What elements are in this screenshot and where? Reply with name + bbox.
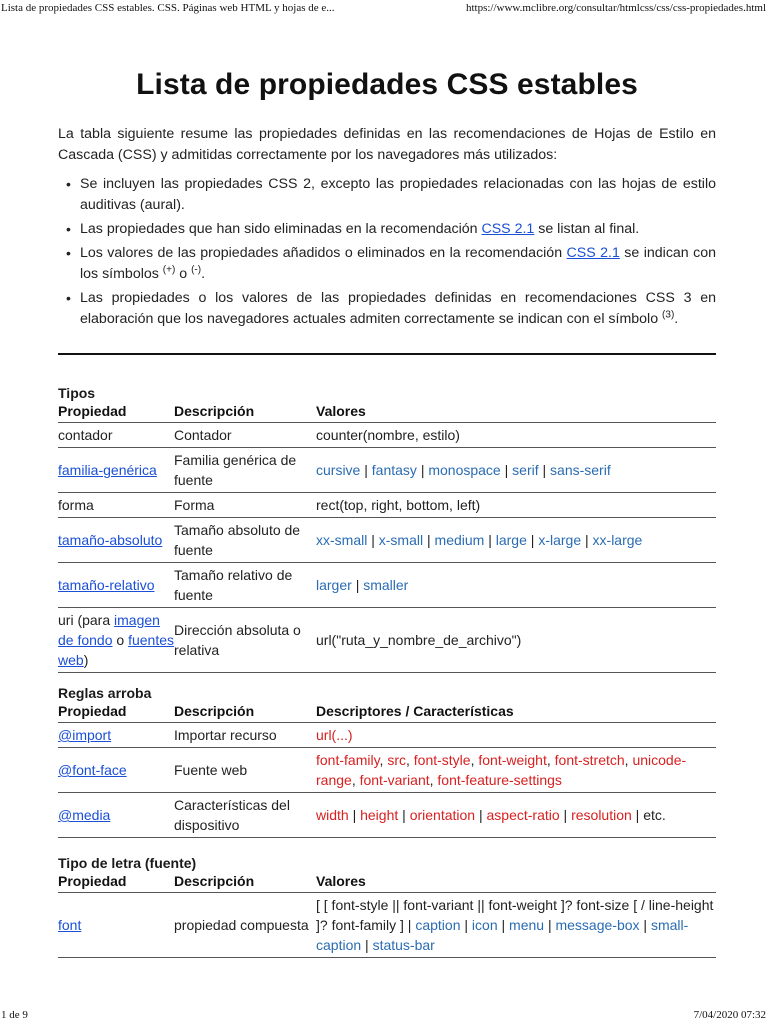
table-row xyxy=(58,423,716,448)
property-cell xyxy=(58,723,174,748)
value-item: font-weight xyxy=(478,752,547,768)
property-link[interactable]: familia-genérica xyxy=(58,462,157,478)
table-header-row xyxy=(58,701,716,723)
value-item: serif xyxy=(512,462,539,478)
print-header-url: https://www.mclibre.org/consultar/htmlcss/css/css-propiedades.html xyxy=(465,2,766,14)
value-item: font-family xyxy=(316,752,380,768)
intro-paragraph: La tabla siguiente resume las propiedades definidas en las recomendaciones de Hojas de Estilo en Cascada (CSS) y admitidas correctamente por los navegadores más utilizados: xyxy=(58,126,716,163)
description-cell: Tamaño relativo de fuente xyxy=(174,563,316,608)
print-header-title: Lista de propiedades CSS estables. CSS. Páginas web HTML y hojas de e... xyxy=(1,2,335,14)
table-caption: Tipo de letra (fuente) xyxy=(58,855,197,871)
property-link[interactable]: @media xyxy=(58,807,111,823)
note-text: Las propiedades o los valores de las propiedades definidas en recomendaciones CSS 3 en elaboración que los navegadores actuales admiten correctamente se indican con el símbolo xyxy=(80,290,716,327)
page-number: 1 de 9 xyxy=(1,1009,28,1021)
note-text: Las propiedades que han sido eliminadas en la recomendación xyxy=(80,221,482,237)
property-text: o xyxy=(112,632,129,648)
value-item: icon xyxy=(471,917,498,933)
description-cell: propiedad compuesta xyxy=(174,893,316,958)
value-item: smaller xyxy=(363,577,409,593)
column-header: Propiedad xyxy=(58,703,127,719)
table-header-row xyxy=(58,871,716,893)
note-item xyxy=(80,243,716,285)
property-cell xyxy=(58,448,174,493)
property-cell xyxy=(58,563,174,608)
horizontal-rule xyxy=(58,353,716,355)
css21-link[interactable]: CSS 2.1 xyxy=(566,245,620,261)
description-cell: Importar recurso xyxy=(174,723,316,748)
value-item: unicode-range xyxy=(316,752,687,788)
description-cell: Características del dispositivo xyxy=(174,793,316,838)
description-cell: Forma xyxy=(174,493,316,518)
tipos-table xyxy=(58,401,716,673)
value-item: font-feature-settings xyxy=(437,772,562,788)
column-header: Valores xyxy=(316,873,366,889)
value-item: font-variant xyxy=(359,772,430,788)
value-syntax: [ [ font-style || font-variant || font-weight ]? font-size [ / line-height ]? font-family ] | xyxy=(316,897,714,933)
column-header: Valores xyxy=(316,403,366,419)
table-row xyxy=(58,793,716,838)
values-cell: rect(top, right, bottom, left) xyxy=(316,493,716,518)
value-item: xx-large xyxy=(592,532,643,548)
column-header: Descripción xyxy=(174,403,255,419)
table-row xyxy=(58,893,716,958)
table-header-row xyxy=(58,401,716,423)
letra-section xyxy=(58,855,716,958)
property-link[interactable]: tamaño-absoluto xyxy=(58,532,163,548)
property-cell: contador xyxy=(58,423,174,448)
note-item xyxy=(80,174,716,216)
column-header: Propiedad xyxy=(58,873,127,889)
note-text: . xyxy=(674,311,679,327)
value-item: cursive xyxy=(316,462,361,478)
property-cell: forma xyxy=(58,493,174,518)
description-cell: Dirección absoluta o relativa xyxy=(174,608,316,673)
table-row xyxy=(58,723,716,748)
description-cell: Familia genérica de fuente xyxy=(174,448,316,493)
note-text: Los valores de las propiedades añadidos o eliminados en la recomendación xyxy=(80,245,567,261)
description-cell: Tamaño absoluto de fuente xyxy=(174,518,316,563)
value-item: font-stretch xyxy=(554,752,625,768)
values-cell: counter(nombre, estilo) xyxy=(316,423,716,448)
added-symbol: (+) xyxy=(162,264,176,276)
table-row xyxy=(58,493,716,518)
column-header: Propiedad xyxy=(58,403,127,419)
removed-symbol: (-) xyxy=(191,264,202,276)
table-row xyxy=(58,748,716,793)
notes-list xyxy=(58,174,716,333)
values-cell: url("ruta_y_nombre_de_archivo") xyxy=(316,608,716,673)
arroba-section xyxy=(58,685,716,838)
value-item: caption xyxy=(415,917,461,933)
property-cell xyxy=(58,893,174,958)
note-text: se indican con los símbolos xyxy=(80,245,716,282)
css21-link[interactable]: CSS 2.1 xyxy=(481,221,535,237)
note-text: o xyxy=(175,266,192,282)
note-text: Se incluyen las propiedades CSS 2, excepto las propiedades relacionadas con las hojas de estilo auditivas (aural). xyxy=(80,176,716,213)
page-title: Lista de propiedades CSS estables xyxy=(136,68,638,101)
property-cell xyxy=(58,608,174,673)
values-cell: cursive | fantasy | monospace | serif | sans-serif xyxy=(316,448,716,493)
table-row xyxy=(58,518,716,563)
description-cell: Contador xyxy=(174,423,316,448)
print-footer xyxy=(0,1006,768,1024)
note-text: se listan al final. xyxy=(534,221,640,237)
values-cell: larger | smaller xyxy=(316,563,716,608)
value-item: large xyxy=(495,532,527,548)
table-caption: Tipos xyxy=(58,385,96,401)
value-item: url(...) xyxy=(316,727,353,743)
value-item: status-bar xyxy=(372,937,435,953)
note-item xyxy=(80,219,716,240)
css3-symbol: (3) xyxy=(662,309,675,321)
property-cell xyxy=(58,518,174,563)
table-caption: Reglas arroba xyxy=(58,685,152,701)
value-item: resolution xyxy=(571,807,632,823)
value-item: height xyxy=(360,807,399,823)
property-text: uri (para xyxy=(58,612,115,628)
value-item: menu xyxy=(509,917,545,933)
description-cell: Fuente web xyxy=(174,748,316,793)
column-header: Descripción xyxy=(174,703,255,719)
values-cell: width | height | orientation | aspect-ratio | resolution | etc. xyxy=(316,793,716,838)
property-link[interactable]: font xyxy=(58,917,82,933)
property-cell xyxy=(58,793,174,838)
value-item: x-small xyxy=(378,532,424,548)
value-item: fantasy xyxy=(371,462,417,478)
value-item: monospace xyxy=(428,462,501,478)
value-item: sans-serif xyxy=(550,462,611,478)
column-header: Descripción xyxy=(174,873,255,889)
value-item: small-caption xyxy=(316,917,689,953)
column-header: Descriptores / Características xyxy=(316,703,514,719)
value-item: orientation xyxy=(409,807,476,823)
value-item: xx-small xyxy=(316,532,368,548)
note-text: . xyxy=(201,266,206,282)
value-item: message-box xyxy=(555,917,640,933)
table-row xyxy=(58,608,716,673)
property-link[interactable]: @font-face xyxy=(58,762,127,778)
property-link[interactable]: @import xyxy=(58,727,112,743)
background-image-link[interactable]: imagen de fondo xyxy=(58,612,160,648)
value-item: src xyxy=(387,752,406,768)
value-item: aspect-ratio xyxy=(486,807,560,823)
value-item: font-style xyxy=(413,752,471,768)
value-item: medium xyxy=(434,532,485,548)
value-item: width xyxy=(316,807,349,823)
property-text: ) xyxy=(83,652,89,668)
table-row xyxy=(58,448,716,493)
values-cell xyxy=(316,723,716,748)
value-etc: etc. xyxy=(643,807,666,823)
print-header xyxy=(0,0,768,16)
note-item xyxy=(80,288,716,330)
property-link[interactable]: tamaño-relativo xyxy=(58,577,155,593)
web-fonts-link[interactable]: fuentes web xyxy=(58,632,175,668)
values-cell: [ [ font-style || font-variant || font-weight ]? font-size [ / line-height ]? font-family ] | caption | icon | menu | message-box | small-caption | status-bar xyxy=(316,893,716,958)
values-cell: font-family, src, font-style, font-weight, font-stretch, unicode-range, font-variant, font-feature-settings xyxy=(316,748,716,793)
letra-table xyxy=(58,871,716,958)
table-row xyxy=(58,563,716,608)
print-date: 7/04/2020 07:32 xyxy=(693,1009,766,1021)
values-cell: xx-small | x-small | medium | large | x-large | xx-large xyxy=(316,518,716,563)
property-cell xyxy=(58,748,174,793)
tipos-section xyxy=(58,385,716,673)
value-item: x-large xyxy=(538,532,582,548)
arroba-table xyxy=(58,701,716,838)
value-item: larger xyxy=(316,577,352,593)
